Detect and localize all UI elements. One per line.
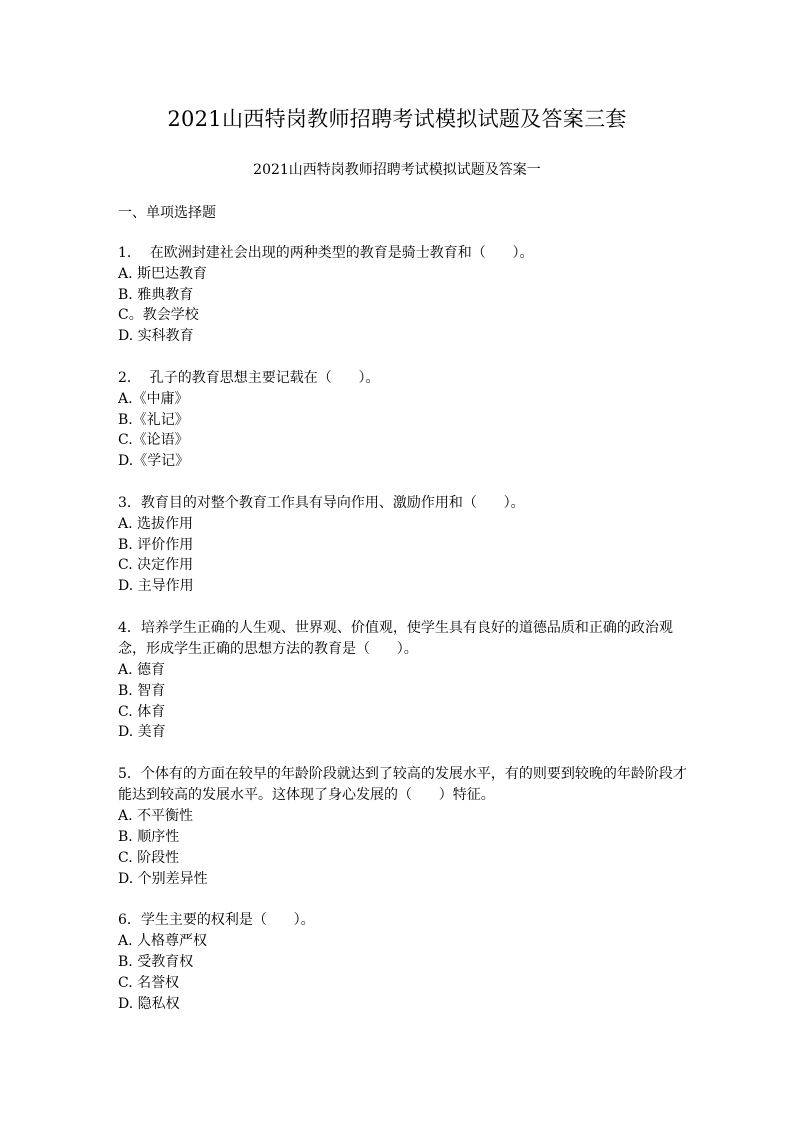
option-d: D. 实科教育 xyxy=(118,328,194,345)
option-c: C. 体育 xyxy=(118,703,166,720)
question-stem: 4．培养学生正确的人生观、世界观、价值观，使学生具有良好的道德品质和正确的政治观念，形成学生正确的思想方法的教育是（ ）。 xyxy=(118,619,673,657)
option-d: D. 主导作用 xyxy=(118,578,194,595)
option-a: A. 斯巴达教育 xyxy=(118,265,208,282)
option-b: B. 雅典教育 xyxy=(118,286,194,303)
option-c: C。教会学校 xyxy=(118,307,199,324)
question-5 xyxy=(118,764,688,889)
question-list xyxy=(118,243,688,1035)
question-1 xyxy=(118,243,688,347)
document-subtitle: 2021山西特岗教师招聘考试模拟试题及答案一 xyxy=(253,162,541,178)
option-a: A. 不平衡性 xyxy=(118,808,194,825)
question-3 xyxy=(118,493,688,597)
question-6 xyxy=(118,910,688,1014)
section-heading: 一、单项选择题 xyxy=(118,205,216,221)
document-title: 2021山西特岗教师招聘考试模拟试题及答案三套 xyxy=(167,107,627,131)
option-d: D. 个别差异性 xyxy=(118,870,208,887)
question-stem: 5．个体有的方面在较早的年龄阶段就达到了较高的发展水平，有的则要到较晚的年龄阶段才能达到较高的发展水平。这体现了身心发展的（ ）特征。 xyxy=(118,766,687,804)
option-d: D. 美育 xyxy=(118,724,166,741)
question-2 xyxy=(118,368,688,472)
question-4 xyxy=(118,618,688,743)
option-a: A. 选拔作用 xyxy=(118,515,194,532)
question-stem: 6．学生主要的权利是（ ）。 xyxy=(118,912,315,929)
option-b: B. 智育 xyxy=(118,682,166,699)
question-stem: 1． 在欧洲封建社会出现的两种类型的教育是骑士教育和（ ）。 xyxy=(118,245,534,261)
option-c: C. 决定作用 xyxy=(118,557,194,574)
option-d: D. 隐私权 xyxy=(118,995,180,1012)
option-b: B. 评价作用 xyxy=(118,536,194,553)
option-a: A.《中庸》 xyxy=(118,390,189,407)
question-stem: 3．教育目的对整个教育工作具有导向作用、激励作用和（ ）。 xyxy=(118,494,525,511)
question-stem: 2． 孔子的教育思想主要记载在（ ）。 xyxy=(118,369,380,386)
option-a: A. 人格尊严权 xyxy=(118,933,208,950)
option-d: D.《学记》 xyxy=(118,453,190,470)
option-a: A. 德育 xyxy=(118,661,166,678)
option-b: B.《礼记》 xyxy=(118,411,189,428)
option-c: C. 阶段性 xyxy=(118,849,180,866)
option-c: C.《论语》 xyxy=(118,432,189,449)
option-b: B. 顺序性 xyxy=(118,828,180,845)
option-c: C. 名誉权 xyxy=(118,974,180,991)
option-b: B. 受教育权 xyxy=(118,953,194,970)
